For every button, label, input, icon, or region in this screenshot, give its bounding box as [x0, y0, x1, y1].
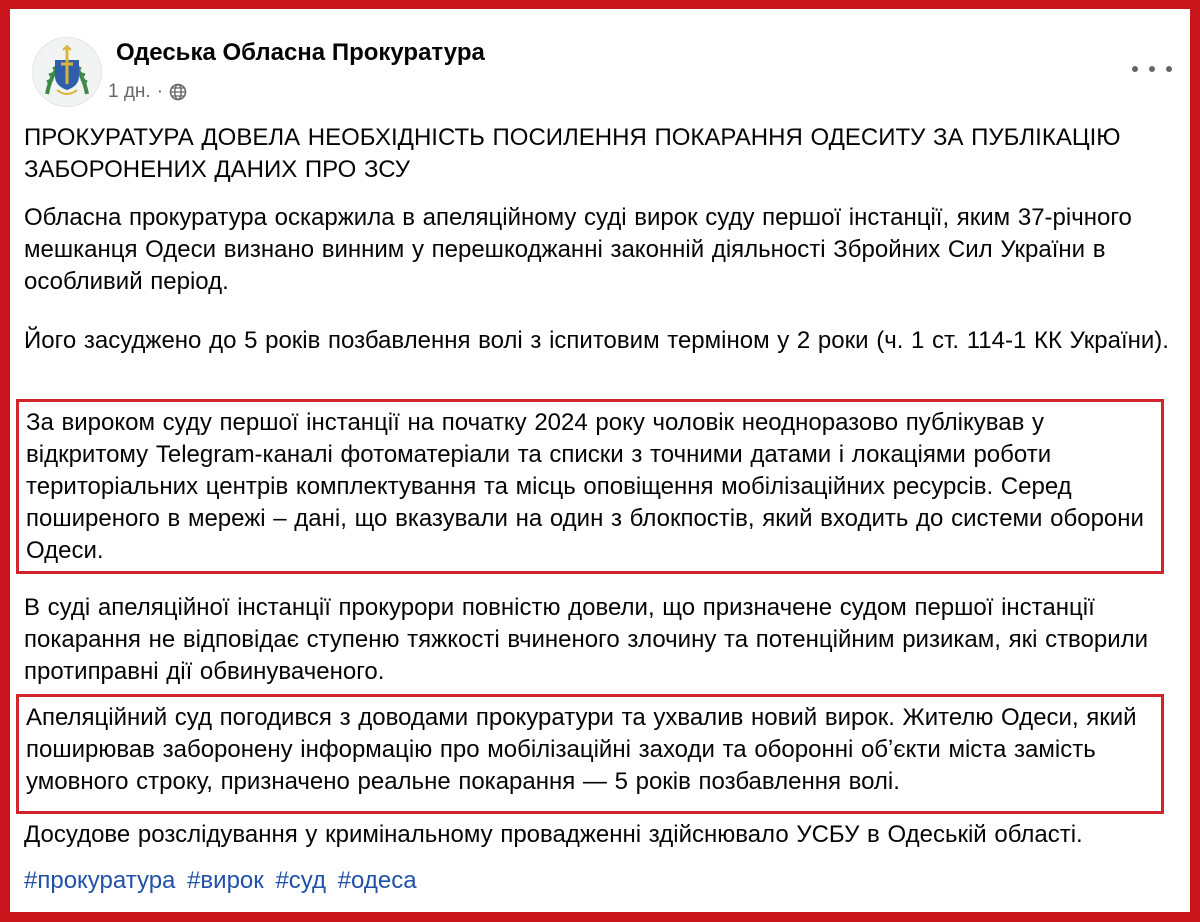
hashtags	[24, 865, 1174, 897]
hashtag-link[interactable]: #одеса	[337, 867, 417, 894]
more-options-icon[interactable]	[1132, 57, 1172, 81]
globe-icon	[169, 83, 187, 101]
post-paragraph-highlighted: Апеляційний суд погодився з доводами прокуратури та ухвалив новий вирок. Жителю Одеси, який поширював заборонену інформацію про мобілізаційні заходи та оборонні обʼєкти міста замість умовного строку, призначено реальне покарання — 5 років позбавлення волі.	[26, 704, 1137, 795]
avatar[interactable]	[32, 37, 102, 107]
more-dot	[1166, 66, 1172, 72]
post-paragraph: Обласна прокуратура оскаржила в апеляційному суді вирок суду першої інстанції, яким 37-річного мешканця Одеси визнано винним у перешкоджанні законній діяльності Збройних Сил України в особливий період.	[24, 204, 1132, 295]
highlight-box	[16, 694, 1164, 814]
post-meta	[108, 81, 187, 103]
prosecutor-emblem-icon	[33, 38, 101, 106]
post-paragraph: Досудове розслідування у кримінальному провадженні здійснювало УСБУ в Одеській області.	[24, 821, 1083, 848]
more-dot	[1149, 66, 1155, 72]
hashtag-link[interactable]: #прокуратура	[24, 867, 176, 894]
meta-separator: ·	[156, 81, 164, 102]
post-header	[10, 9, 1190, 119]
facebook-post-card	[10, 9, 1190, 912]
page-name[interactable]: Одеська Обласна Прокуратура	[116, 39, 485, 66]
post-paragraph: В суді апеляційної інстанції прокурори повністю довели, що призначене судом першої інстанції покарання не відповідає ступеню тяжкості вчиненого злочину та потенційним ризикам, які створили протиправні дії обвинуваченого.	[24, 594, 1149, 685]
post-paragraph: Його засуджено до 5 років позбавлення волі з іспитовим терміном у 2 роки (ч. 1 ст. 114-1 КК України).	[24, 327, 1169, 354]
post-time[interactable]: 1 дн.	[108, 81, 151, 102]
highlight-box	[16, 399, 1164, 574]
more-dot	[1132, 66, 1138, 72]
hashtag-link[interactable]: #вирок	[187, 867, 264, 894]
post-title: ПРОКУРАТУРА ДОВЕЛА НЕОБХІДНІСТЬ ПОСИЛЕННЯ ПОКАРАННЯ ОДЕСИТУ ЗА ПУБЛІКАЦІЮ ЗАБОРОНЕНИХ ДАНИХ ПРО ЗСУ	[24, 124, 1121, 183]
hashtag-link[interactable]: #суд	[275, 867, 327, 894]
post-paragraph-highlighted: За вироком суду першої інстанції на початку 2024 року чоловік неодноразово публікував у відкритому Telegram-каналі фотоматеріали та списки з точними датами і локаціями роботи територіальних центрів комплектування та місць оповіщення мобілізаційних ресурсів. Серед поширеного в мережі – дані, що вказували на один з блокпостів, який входить до системи оборони Одеси.	[26, 409, 1144, 564]
